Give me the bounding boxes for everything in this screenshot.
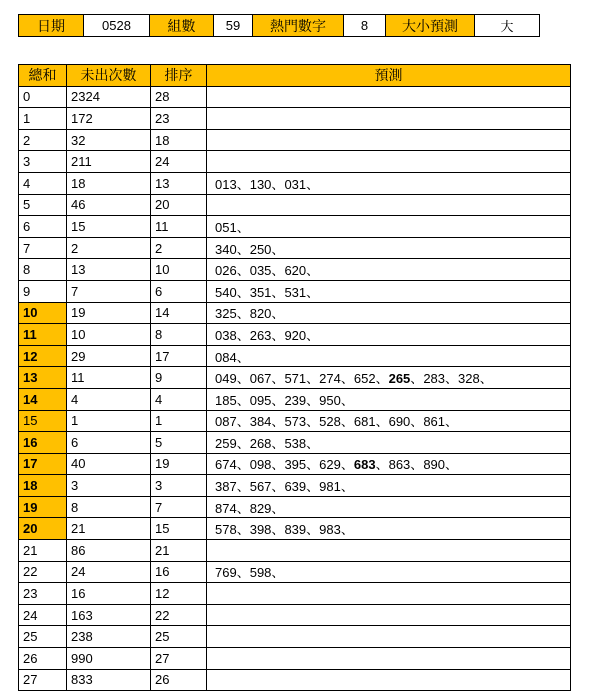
rank-cell: 1	[151, 410, 207, 432]
missed-count-cell: 3	[67, 475, 151, 497]
rank-cell: 12	[151, 583, 207, 605]
rank-cell: 10	[151, 259, 207, 281]
prediction-cell	[207, 583, 571, 605]
rank-cell: 2	[151, 237, 207, 259]
missed-count-cell: 6	[67, 432, 151, 454]
rank-cell: 8	[151, 324, 207, 346]
rank-cell: 21	[151, 540, 207, 562]
prediction-number: 095	[249, 392, 272, 408]
missed-count-cell: 11	[67, 367, 151, 389]
prediction-cell	[207, 604, 571, 626]
missed-count-cell: 211	[67, 151, 151, 173]
prediction-cell	[207, 540, 571, 562]
prediction-number: 384	[249, 414, 272, 430]
table-row	[19, 108, 571, 130]
prediction-number: 263	[249, 327, 272, 343]
missed-count-cell: 15	[67, 216, 151, 238]
prediction-number: 573	[284, 414, 307, 430]
rank-cell: 11	[151, 216, 207, 238]
rank-cell: 25	[151, 626, 207, 648]
sum-cell: 13	[19, 367, 67, 389]
prediction-cell	[207, 129, 571, 151]
sum-cell: 14	[19, 388, 67, 410]
table-row	[19, 604, 571, 626]
rank-cell: 28	[151, 86, 207, 108]
sum-cell: 25	[19, 626, 67, 648]
missed-count-cell: 29	[67, 345, 151, 367]
missed-count-cell: 40	[67, 453, 151, 475]
rank-cell: 7	[151, 496, 207, 518]
prediction-number: 863	[388, 457, 411, 473]
prediction-number: 265	[388, 371, 411, 387]
missed-count-cell: 32	[67, 129, 151, 151]
date-label: 日期	[19, 15, 84, 37]
missed-count-cell: 833	[67, 669, 151, 691]
prediction-cell: 340、250、	[207, 237, 571, 259]
table-row	[19, 216, 571, 238]
missed-count-cell: 13	[67, 259, 151, 281]
prediction-cell: 026、035、620、	[207, 259, 571, 281]
rank-cell: 18	[151, 129, 207, 151]
prediction-number: 571	[284, 371, 307, 387]
prediction-number: 283	[423, 371, 446, 387]
prediction-number: 340	[215, 241, 237, 257]
prediction-cell: 185、095、239、950、	[207, 388, 571, 410]
column-header-prediction: 預測	[207, 65, 571, 87]
sum-prediction-table	[18, 64, 571, 691]
sum-cell: 7	[19, 237, 67, 259]
column-header-rank: 排序	[151, 65, 207, 87]
table-row	[19, 345, 571, 367]
table-row	[19, 669, 571, 691]
prediction-number: 250	[249, 241, 272, 257]
prediction-number: 983	[319, 522, 341, 538]
prediction-number: 890	[423, 457, 446, 473]
prediction-number: 981	[319, 479, 341, 495]
table-row	[19, 324, 571, 346]
missed-count-cell: 7	[67, 280, 151, 302]
table-row	[19, 388, 571, 410]
prediction-number: 861	[423, 414, 446, 430]
prediction-number: 387	[215, 479, 237, 495]
table-row	[19, 648, 571, 670]
prediction-number: 652	[353, 371, 376, 387]
rank-cell: 17	[151, 345, 207, 367]
prediction-number: 567	[249, 479, 272, 495]
prediction-cell: 013、130、031、	[207, 172, 571, 194]
table-row	[19, 453, 571, 475]
prediction-number: 049	[215, 371, 237, 387]
prediction-number: 035	[249, 263, 272, 279]
table-row	[19, 367, 571, 389]
prediction-number: 013	[215, 176, 237, 192]
prediction-cell: 084、	[207, 345, 571, 367]
missed-count-cell: 8	[67, 496, 151, 518]
prediction-number: 067	[249, 371, 272, 387]
prediction-number: 839	[284, 522, 307, 538]
sum-cell: 18	[19, 475, 67, 497]
hot-number-value: 8	[344, 15, 386, 37]
prediction-number: 087	[215, 414, 237, 430]
rank-cell: 16	[151, 561, 207, 583]
prediction-number: 185	[215, 392, 237, 408]
prediction-number: 538	[284, 435, 307, 451]
prediction-number: 531	[284, 284, 307, 300]
prediction-number: 328	[458, 371, 480, 387]
prediction-number: 829	[249, 500, 272, 516]
prediction-number: 598	[249, 565, 272, 581]
prediction-cell: 578、398、839、983、	[207, 518, 571, 540]
prediction-number: 874	[215, 500, 237, 516]
prediction-cell: 540、351、531、	[207, 280, 571, 302]
prediction-number: 395	[284, 457, 307, 473]
table-row	[19, 626, 571, 648]
rank-cell: 3	[151, 475, 207, 497]
missed-count-cell: 24	[67, 561, 151, 583]
sum-cell: 10	[19, 302, 67, 324]
info-bar	[18, 14, 540, 37]
table-body	[19, 86, 571, 691]
rank-cell: 27	[151, 648, 207, 670]
missed-count-cell: 86	[67, 540, 151, 562]
prediction-number: 325	[215, 306, 237, 322]
prediction-number: 084	[215, 349, 237, 365]
rank-cell: 14	[151, 302, 207, 324]
sum-cell: 0	[19, 86, 67, 108]
prediction-cell: 259、268、538、	[207, 432, 571, 454]
missed-count-cell: 4	[67, 388, 151, 410]
prediction-number: 268	[249, 435, 272, 451]
prediction-number: 038	[215, 327, 237, 343]
table-header-row	[19, 65, 571, 87]
table-row	[19, 410, 571, 432]
table-row	[19, 194, 571, 216]
prediction-cell: 087、384、573、528、681、690、861、	[207, 410, 571, 432]
prediction-number: 098	[249, 457, 272, 473]
sum-cell: 12	[19, 345, 67, 367]
prediction-number: 674	[215, 457, 237, 473]
prediction-number: 540	[215, 284, 237, 300]
sum-cell: 11	[19, 324, 67, 346]
prediction-number: 820	[249, 306, 272, 322]
rank-cell: 13	[151, 172, 207, 194]
rank-cell: 19	[151, 453, 207, 475]
groups-label: 組數	[150, 15, 214, 37]
prediction-cell	[207, 151, 571, 173]
prediction-cell: 874、829、	[207, 496, 571, 518]
prediction-number: 239	[284, 392, 307, 408]
sum-cell: 19	[19, 496, 67, 518]
prediction-number: 398	[249, 522, 272, 538]
rank-cell: 6	[151, 280, 207, 302]
table-row	[19, 280, 571, 302]
missed-count-cell: 18	[67, 172, 151, 194]
missed-count-cell: 2	[67, 237, 151, 259]
date-value: 0528	[84, 15, 150, 37]
sum-cell: 16	[19, 432, 67, 454]
missed-count-cell: 16	[67, 583, 151, 605]
prediction-number: 620	[284, 263, 307, 279]
table-row	[19, 518, 571, 540]
prediction-cell	[207, 648, 571, 670]
prediction-number: 769	[215, 565, 237, 581]
rank-cell: 4	[151, 388, 207, 410]
missed-count-cell: 2324	[67, 86, 151, 108]
sum-cell: 23	[19, 583, 67, 605]
missed-count-cell: 19	[67, 302, 151, 324]
prediction-number: 639	[284, 479, 307, 495]
missed-count-cell: 46	[67, 194, 151, 216]
size-prediction-label: 大小預測	[386, 15, 475, 37]
rank-cell: 23	[151, 108, 207, 130]
groups-value: 59	[214, 15, 253, 37]
prediction-cell: 038、263、920、	[207, 324, 571, 346]
prediction-cell	[207, 626, 571, 648]
sum-cell: 20	[19, 518, 67, 540]
prediction-number: 031	[284, 176, 307, 192]
sum-cell: 6	[19, 216, 67, 238]
sum-cell: 27	[19, 669, 67, 691]
rank-cell: 15	[151, 518, 207, 540]
prediction-cell: 049、067、571、274、652、265、283、328、	[207, 367, 571, 389]
sum-cell: 21	[19, 540, 67, 562]
table-row	[19, 151, 571, 173]
prediction-number: 629	[319, 457, 341, 473]
prediction-number: 274	[319, 371, 341, 387]
rank-cell: 24	[151, 151, 207, 173]
missed-count-cell: 1	[67, 410, 151, 432]
rank-cell: 26	[151, 669, 207, 691]
column-header-missed: 未出次數	[67, 65, 151, 87]
prediction-number: 690	[388, 414, 411, 430]
missed-count-cell: 172	[67, 108, 151, 130]
table-row	[19, 237, 571, 259]
prediction-number: 130	[249, 176, 272, 192]
rank-cell: 20	[151, 194, 207, 216]
table-row	[19, 432, 571, 454]
prediction-number: 578	[215, 522, 237, 538]
prediction-number: 026	[215, 263, 237, 279]
rank-cell: 9	[151, 367, 207, 389]
sum-cell: 9	[19, 280, 67, 302]
prediction-cell: 769、598、	[207, 561, 571, 583]
prediction-cell: 051、	[207, 216, 571, 238]
prediction-number: 351	[249, 284, 272, 300]
prediction-number: 920	[284, 327, 307, 343]
prediction-number: 683	[353, 457, 376, 473]
sum-cell: 24	[19, 604, 67, 626]
sum-cell: 2	[19, 129, 67, 151]
sum-cell: 4	[19, 172, 67, 194]
table-row	[19, 302, 571, 324]
prediction-number: 681	[353, 414, 376, 430]
hot-number-label: 熱門數字	[253, 15, 344, 37]
sum-cell: 8	[19, 259, 67, 281]
sum-cell: 26	[19, 648, 67, 670]
prediction-cell	[207, 86, 571, 108]
table-row	[19, 259, 571, 281]
prediction-number: 528	[319, 414, 341, 430]
sum-cell: 3	[19, 151, 67, 173]
table-row	[19, 496, 571, 518]
sum-cell: 5	[19, 194, 67, 216]
size-prediction-value: 大	[475, 15, 540, 37]
prediction-number: 259	[215, 435, 237, 451]
prediction-cell: 674、098、395、629、683、863、890、	[207, 453, 571, 475]
rank-cell: 22	[151, 604, 207, 626]
missed-count-cell: 238	[67, 626, 151, 648]
rank-cell: 5	[151, 432, 207, 454]
table-row	[19, 86, 571, 108]
prediction-number: 051	[215, 219, 237, 235]
prediction-cell: 325、820、	[207, 302, 571, 324]
sum-cell: 22	[19, 561, 67, 583]
table-row	[19, 583, 571, 605]
prediction-cell	[207, 194, 571, 216]
table-row	[19, 540, 571, 562]
missed-count-cell: 10	[67, 324, 151, 346]
sum-cell: 17	[19, 453, 67, 475]
sum-cell: 1	[19, 108, 67, 130]
prediction-cell: 387、567、639、981、	[207, 475, 571, 497]
table-row	[19, 129, 571, 151]
prediction-cell	[207, 669, 571, 691]
table-row	[19, 561, 571, 583]
missed-count-cell: 163	[67, 604, 151, 626]
prediction-number: 950	[319, 392, 341, 408]
table-row	[19, 172, 571, 194]
table-row	[19, 475, 571, 497]
prediction-cell	[207, 108, 571, 130]
column-header-sum: 總和	[19, 65, 67, 87]
sum-cell: 15	[19, 410, 67, 432]
missed-count-cell: 21	[67, 518, 151, 540]
missed-count-cell: 990	[67, 648, 151, 670]
